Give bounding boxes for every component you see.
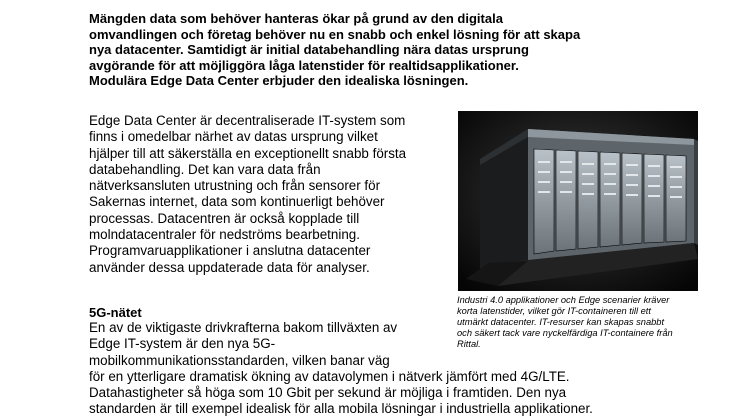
caption-line: Industri 4.0 applikationer och Edge scenarier kräver <box>457 295 670 305</box>
body-line: molndatacentraler för nedströms bearbetning. <box>89 227 360 243</box>
body-line: databehandling. Det kan vara data från <box>89 161 321 177</box>
body-line: hjälper till att säkerställa en exceptionellt snabb första <box>89 145 407 161</box>
section-heading: 5G-nätet <box>89 305 142 320</box>
caption-line: utmärkt datacenter. IT-resurser kan skapas snabbt <box>457 316 665 327</box>
body-paragraph <box>89 113 459 276</box>
lead-line: avgörande för att möjliggöra låga latenstider för realtidsapplikationer. <box>89 57 519 73</box>
caption-line: och säkert tack vare nyckelfärdiga IT-containere från <box>457 327 673 338</box>
body-line: processas. Datacentren är också kopplade till <box>89 210 360 226</box>
body-line: Sakernas internet, data som kontinuerligt behöver <box>89 194 385 210</box>
body-line: använder dessa uppdaterade data för analyser. <box>89 259 370 275</box>
section-line: Datahastigheter så höga som 10 Gbit per sekund är möjliga i framtiden. Den nya <box>89 385 567 401</box>
lead-line: omvandlingen och företag behöver nu en snabb och enkel lösning för att skapa <box>89 26 581 42</box>
section-line: för en ytterligare dramatisk ökning av datavolymen i nätverk jämfört med 4G/LTE. <box>89 368 570 384</box>
lead-line: Modulära Edge Data Center erbjuder den idealiska lösningen. <box>89 73 469 89</box>
lead-paragraph <box>89 11 699 89</box>
section-paragraph <box>89 320 729 418</box>
section-line: standarden är till exempel idealisk för alla mobila lösningar i industriella applikationer. <box>89 401 593 417</box>
lead-line: nya datacenter. Samtidigt är initial databehandling nära datas ursprung <box>89 42 529 58</box>
section-line: Edge IT-system är den nya 5G- <box>89 336 276 352</box>
body-line: finns i omedelbar närhet av datas ursprung vilket <box>89 129 378 145</box>
body-line: Edge Data Center är decentraliserade IT-system som <box>89 113 406 128</box>
lead-line: Mängden data som behöver hanteras ökar på grund av den digitala <box>89 11 503 26</box>
caption-line: korta latenstider, vilket gör IT-containeren till ett <box>457 305 651 316</box>
it-container-photo <box>458 111 698 291</box>
section-line: mobilkommunikationsstandarden, vilken banar väg <box>89 352 390 368</box>
body-line: nätverksansluten utrustning och från sensorer för <box>89 178 381 194</box>
section-line: En av de viktigaste drivkrafterna bakom tillväxten av <box>89 320 398 335</box>
caption-line: Rittal. <box>457 338 481 349</box>
it-container-illustration <box>458 111 698 291</box>
body-line: Programvaruapplikationer i anslutna datacenter <box>89 243 371 259</box>
